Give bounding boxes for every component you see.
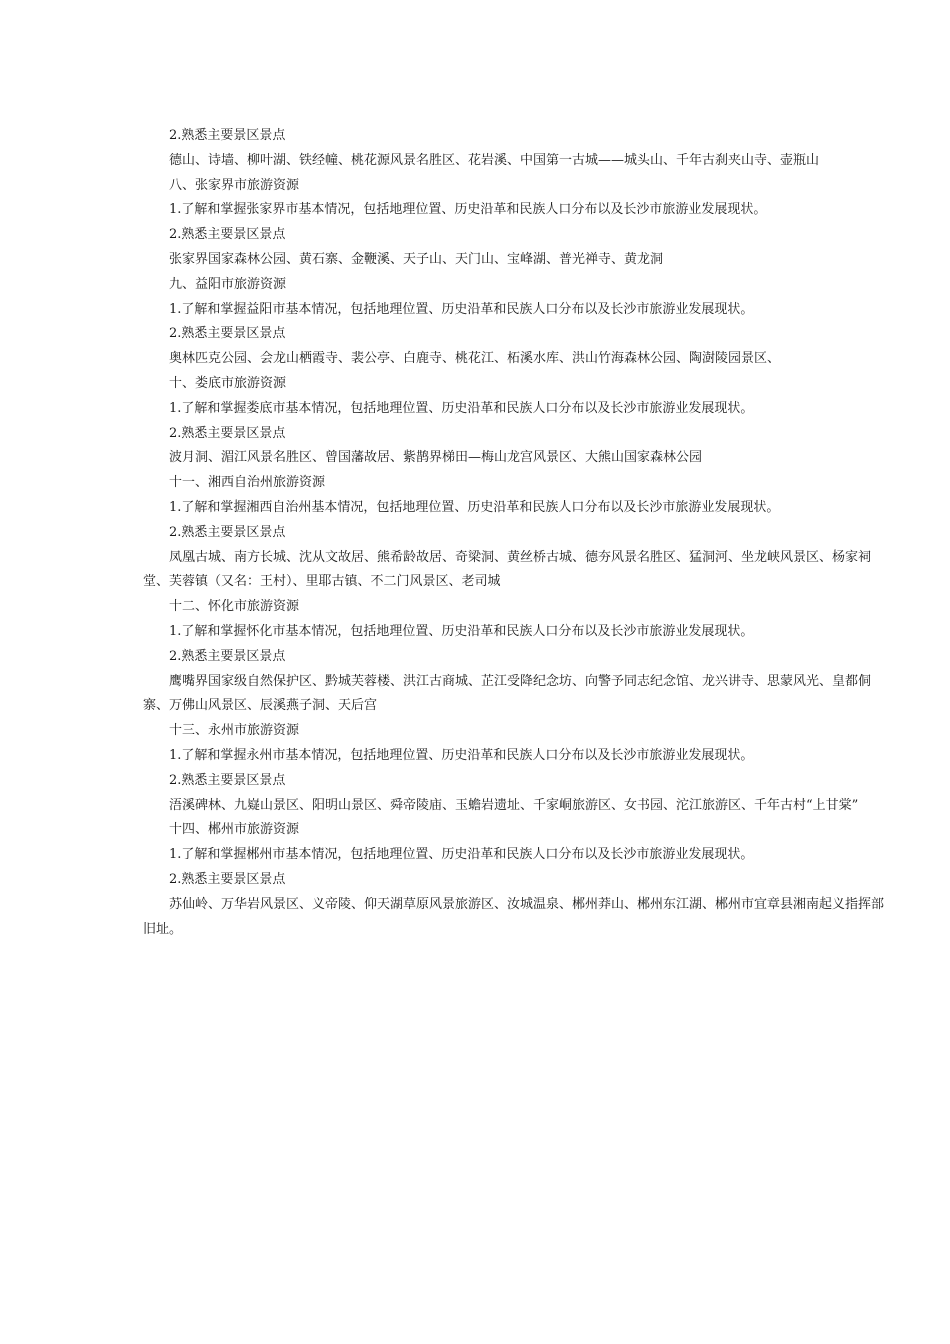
attractions-list: 奥林匹克公园、会龙山栖霞寺、裴公亭、白鹿寺、桃花江、柘溪水库、洪山竹海森林公园、陶澍陵园景区、 (169, 351, 781, 367)
attractions-list: 浯溪碑林、九嶷山景区、阳明山景区、舜帝陵庙、玉蟾岩遗址、千家峒旅游区、女书园、沱江旅游区、千年古村“上甘棠” (169, 797, 859, 813)
section-heading: 十二、怀化市旅游资源 (169, 599, 300, 615)
section-heading: 十、娄底市旅游资源 (169, 375, 287, 391)
attractions-list: 张家界国家森林公园、黄石寨、金鞭溪、天子山、天门山、宝峰湖、普光禅寺、黄龙洞 (169, 251, 664, 267)
subsection-heading: 2.熟悉主要景区景点 (169, 326, 286, 342)
subsection-heading: 2.熟悉主要景区景点 (169, 227, 286, 243)
overview-paragraph: 1.了解和掌握永州市基本情况，包括地理位置、历史沿革和民族人口分布以及长沙市旅游业发展现状。 (169, 747, 754, 763)
attractions-list: 鹰嘴界国家级自然保护区、黔城芙蓉楼、洪江古商城、芷江受降纪念坊、向警予同志纪念馆、龙兴讲寺、思蒙风光、皇都侗寨、万佛山风景区、辰溪燕子洞、天后宫 (143, 673, 872, 714)
overview-paragraph: 1.了解和掌握益阳市基本情况，包括地理位置、历史沿革和民族人口分布以及长沙市旅游业发展现状。 (169, 301, 754, 317)
section-heading: 九、益阳市旅游资源 (169, 276, 287, 292)
attractions-list: 苏仙岭、万华岩风景区、义帝陵、仰天湖草原风景旅游区、汝城温泉、郴州莽山、郴州东江湖、郴州市宜章县湘南起义指挥部旧址。 (143, 896, 885, 937)
attractions-list: 波月洞、湄江风景名胜区、曾国藩故居、紫鹊界梯田—梅山龙宫风景区、大熊山国家森林公园 (169, 450, 703, 466)
subsection-heading: 2.熟悉主要景区景点 (169, 648, 286, 664)
subsection-heading: 2.熟悉主要景区景点 (169, 524, 286, 540)
overview-paragraph: 1.了解和掌握娄底市基本情况，包括地理位置、历史沿革和民族人口分布以及长沙市旅游业发展现状。 (169, 400, 754, 416)
section-heading: 八、张家界市旅游资源 (169, 177, 300, 193)
subsection-heading: 2.熟悉主要景区景点 (169, 425, 286, 441)
section-heading: 十四、郴州市旅游资源 (169, 822, 300, 838)
overview-paragraph: 1.了解和掌握湘西自治州基本情况，包括地理位置、历史沿革和民族人口分布以及长沙市旅游业发展现状。 (169, 499, 780, 515)
attractions-list: 德山、诗墙、柳叶湖、铁经幢、桃花源风景名胜区、花岩溪、中国第一古城——城头山、千年古刹夹山寺、壶瓶山 (169, 152, 820, 168)
section-heading: 十一、湘西自治州旅游资源 (169, 475, 326, 491)
attractions-list: 凤凰古城、南方长城、沈从文故居、熊希龄故居、奇梁洞、黄丝桥古城、德夯风景名胜区、猛洞河、坐龙峡风景区、杨家祠堂、芙蓉镇（又名：王村）、里耶古镇、不二门风景区、老司城 (143, 549, 872, 590)
document-page (143, 124, 889, 942)
overview-paragraph: 1.了解和掌握郴州市基本情况，包括地理位置、历史沿革和民族人口分布以及长沙市旅游业发展现状。 (169, 847, 754, 863)
subsection-heading: 2.熟悉主要景区景点 (169, 772, 286, 788)
overview-paragraph: 1.了解和掌握张家界市基本情况，包括地理位置、历史沿革和民族人口分布以及长沙市旅游业发展现状。 (169, 202, 767, 218)
overview-paragraph: 1.了解和掌握怀化市基本情况，包括地理位置、历史沿革和民族人口分布以及长沙市旅游业发展现状。 (169, 623, 754, 639)
subsection-heading: 2.熟悉主要景区景点 (169, 871, 286, 887)
section-heading: 十三、永州市旅游资源 (169, 723, 300, 739)
subsection-heading: 2.熟悉主要景区景点 (169, 128, 286, 143)
